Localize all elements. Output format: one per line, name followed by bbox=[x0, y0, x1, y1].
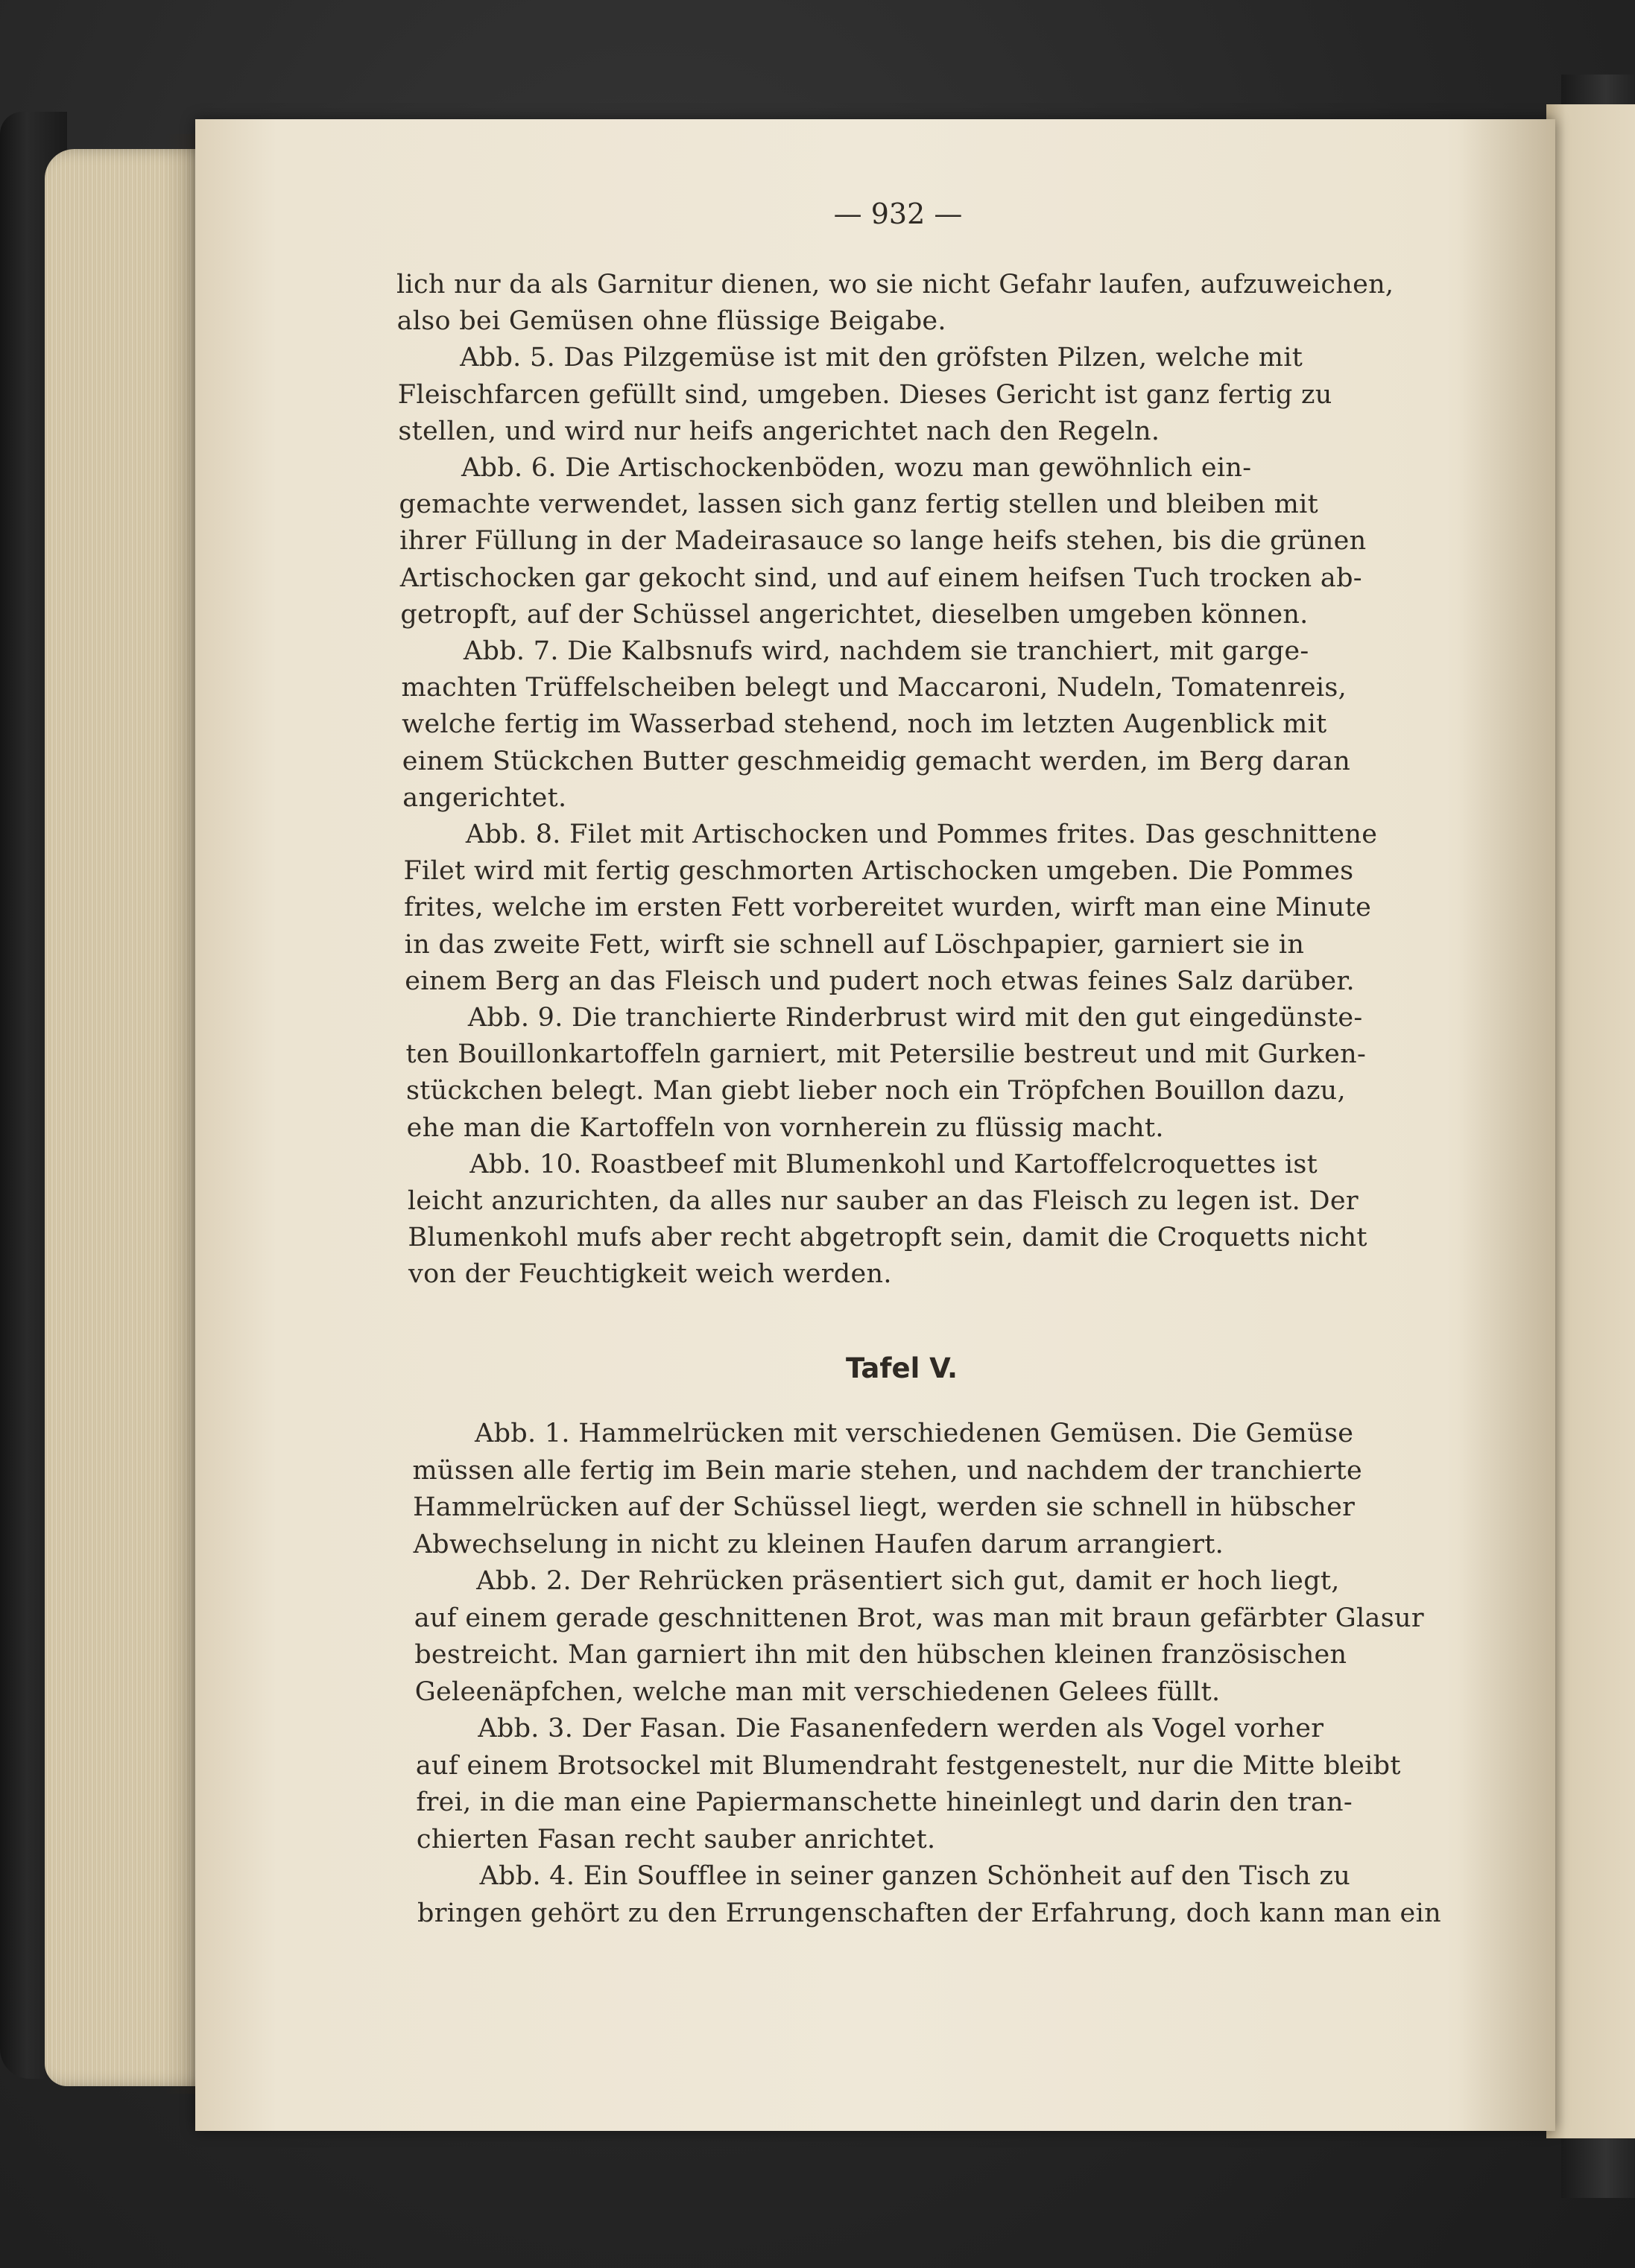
text-line: Abb. 3. Der Fasan. Die Fasanenfedern werden als Vogel vorher bbox=[478, 1714, 1324, 1743]
text-line: Abb. 6. Die Artischockenböden, wozu man gewöhnlich ein- bbox=[461, 453, 1252, 483]
text-line: Abb. 10. Roastbeef mit Blumenkohl und Kartoffelcroquettes ist bbox=[469, 1149, 1318, 1179]
text-line: welche fertig im Wasserbad stehend, noch im letzten Augenblick mit bbox=[402, 709, 1327, 740]
text-line: ehe man die Kartoffeln von vornherein zu flüssig macht. bbox=[406, 1112, 1164, 1143]
text-line: Geleenäpfchen, welche man mit verschiedenen Gelees füllt. bbox=[414, 1676, 1221, 1707]
text-line: müssen alle fertig im Bein marie stehen, und nachdem der tranchierte bbox=[412, 1455, 1362, 1486]
page-number: — 932 — bbox=[833, 197, 963, 230]
text-line: frei, in die man eine Papiermanschette hineinlegt und darin den tran- bbox=[416, 1787, 1353, 1817]
text-line: leicht anzurichten, da alles nur sauber an das Fleisch zu legen ist. Der bbox=[407, 1186, 1359, 1216]
text-line: von der Feuchtigkeit weich werden. bbox=[408, 1259, 892, 1290]
text-line: einem Stückchen Butter geschmeidig gemacht werden, im Berg daran bbox=[402, 746, 1351, 776]
text-line: ihrer Füllung in der Madeirasauce so lange heifs stehen, bis die grünen bbox=[399, 526, 1367, 557]
section-heading: Tafel V. bbox=[845, 1352, 958, 1384]
text-line: einem Berg an das Fleisch und pudert noch etwas feines Salz darüber. bbox=[405, 966, 1355, 996]
spine-shadow bbox=[1461, 119, 1555, 2131]
text-line: getropft, auf der Schüssel angerichtet, dieselben umgeben können. bbox=[400, 599, 1309, 630]
text-line: Hammelrücken auf der Schüssel liegt, werden sie schnell in hübscher bbox=[413, 1492, 1356, 1522]
text-line: bringen gehört zu den Errungenschaften der Erfahrung, doch kann man ein bbox=[417, 1898, 1441, 1928]
text-line: machten Trüffelscheiben belegt und Maccaroni, Nudeln, Tomatenreis, bbox=[401, 673, 1347, 703]
text-line: Abb. 5. Das Pilzgemüse ist mit den gröfsten Pilzen, welche mit bbox=[460, 343, 1303, 373]
text-line: Abb. 7. Die Kalbsnufs wird, nachdem sie tranchiert, mit garge- bbox=[463, 636, 1309, 666]
text-line: Blumenkohl mufs aber recht abgetropft sein, damit die Croquetts nicht bbox=[408, 1223, 1367, 1253]
text-line: also bei Gemüsen ohne flüssige Beigabe. bbox=[396, 306, 946, 337]
text-line: bestreicht. Man garniert ihn mit den hübschen kleinen französischen bbox=[414, 1640, 1347, 1670]
text-line: gemachte verwendet, lassen sich ganz fertig stellen und bleiben mit bbox=[399, 490, 1318, 520]
text-line: stückchen belegt. Man giebt lieber noch ein Tröpfchen Bouillon dazu, bbox=[406, 1076, 1346, 1106]
facing-page-edge bbox=[1546, 104, 1635, 2138]
text-line: Abb. 1. Hammelrücken mit verschiedenen Gemüsen. Die Gemüse bbox=[475, 1419, 1354, 1448]
text-line: ten Bouillonkartoffeln garniert, mit Petersilie bestreut und mit Gurken- bbox=[405, 1039, 1367, 1070]
text-line: Abb. 8. Filet mit Artischocken und Pommes frites. Das geschnittene bbox=[465, 820, 1378, 849]
text-line: auf einem gerade geschnittenen Brot, was man mit braun gefärbter Glasur bbox=[414, 1603, 1424, 1633]
text-line: frites, welche im ersten Fett vorbereitet wurden, wirft man eine Minute bbox=[404, 893, 1372, 923]
text-line: Abb. 2. Der Rehrücken präsentiert sich gut, damit er hoch liegt, bbox=[476, 1566, 1340, 1596]
text-line: Artischocken gar gekocht sind, und auf einem heifsen Tuch trocken ab- bbox=[399, 563, 1362, 593]
text-line: in das zweite Fett, wirft sie schnell auf Löschpapier, garniert sie in bbox=[404, 929, 1305, 960]
text-line: Abwechselung in nicht zu kleinen Haufen darum arrangiert. bbox=[413, 1529, 1224, 1559]
text-line: angerichtet. bbox=[402, 782, 567, 813]
text-line: chierten Fasan recht sauber anrichtet. bbox=[416, 1824, 936, 1854]
text-line: Abb. 9. Die tranchierte Rinderbrust wird mit den gut eingedünste- bbox=[467, 1003, 1363, 1033]
text-line: stellen, und wird nur heifs angerichtet nach den Regeln. bbox=[398, 416, 1160, 446]
text-line: lich nur da als Garnitur dienen, wo sie nicht Gefahr laufen, aufzuweichen, bbox=[396, 270, 1394, 300]
text-line: Abb. 4. Ein Soufflee in seiner ganzen Schönheit auf den Tisch zu bbox=[479, 1861, 1351, 1891]
text-line: Fleischfarcen gefüllt sind, umgeben. Dieses Gericht ist ganz fertig zu bbox=[397, 379, 1332, 410]
text-line: Filet wird mit fertig geschmorten Artischocken umgeben. Die Pommes bbox=[403, 856, 1354, 887]
text-line: auf einem Brotsockel mit Blumendraht festgenestelt, nur die Mitte bleibt bbox=[415, 1750, 1401, 1781]
